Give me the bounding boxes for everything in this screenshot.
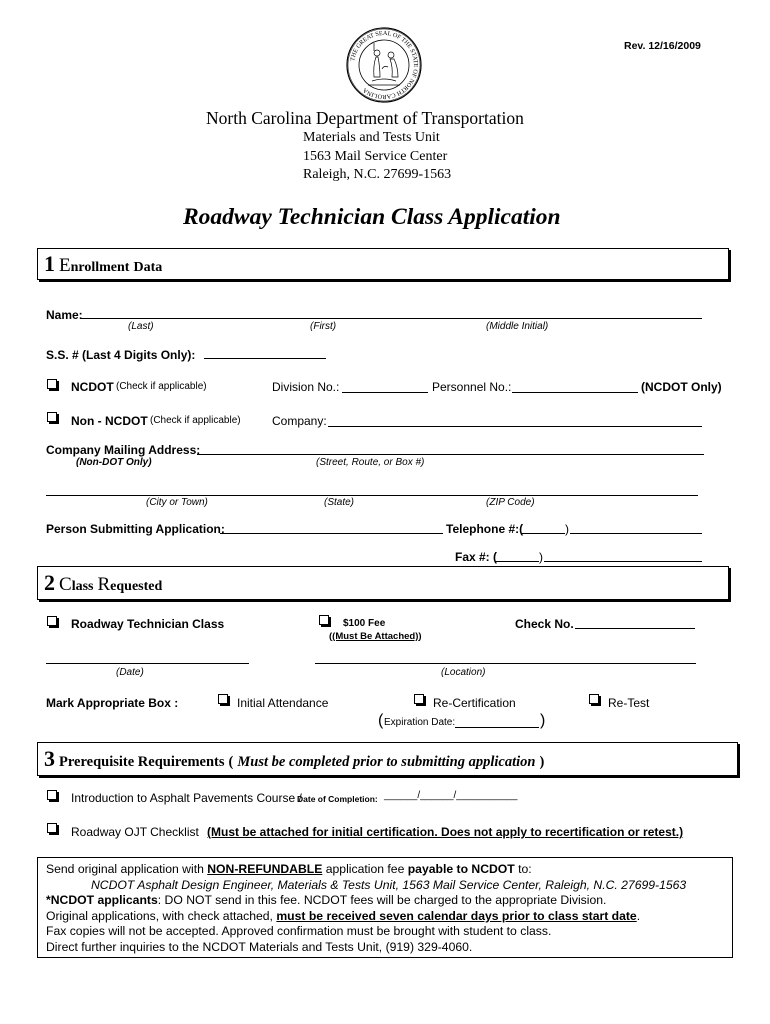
notice-line-4: Original applications, with check attached, must be received seven calendar days prior to class start date. [46,908,641,923]
fee-note: ((Must Be Attached)) [329,631,422,642]
mark-box-label: Mark Appropriate Box : [46,696,179,710]
fax-input[interactable] [544,561,702,562]
fee-label: $100 Fee [343,618,386,629]
section-3-title: 3 Prerequisite Requirements ( Must be completed prior to submitting application ) [44,746,545,771]
expiration-input[interactable] [455,727,539,728]
svg-text:THE GREAT SEAL OF THE STATE OF [349,30,419,100]
telephone-input[interactable] [570,533,702,534]
street-hint: (Street, Route, or Box #) [316,457,425,468]
section-1-title: 1 Enrollment Data [44,251,163,276]
state-hint: (State) [324,497,355,508]
ncdot-hint: (Check if applicable) [116,381,207,392]
mailing-label: Company Mailing Address: [46,443,201,457]
initial-attendance-label: Initial Attendance [237,696,329,710]
ss-input[interactable] [204,358,326,359]
roadway-class-checkbox[interactable] [47,616,57,626]
ncdot-only-note: (NCDOT Only) [641,380,722,394]
ncdot-checkbox[interactable] [47,379,57,389]
telephone-label: Telephone #:( [446,522,524,536]
expiration-paren-close: ) [540,712,546,729]
non-ncdot-checkbox[interactable] [47,412,57,422]
city-state-zip-input[interactable] [46,495,698,496]
instructions-box [37,857,733,958]
fax-area-input[interactable] [495,561,539,562]
expiration-paren-open: ( [378,712,384,729]
form-title: Roadway Technician Class Application [183,204,561,230]
expiration-label: Expiration Date: [384,717,456,728]
section-2-title: 2 Class Requested [44,570,163,595]
asphalt-course-checkbox[interactable] [47,790,57,800]
notice-line-1: Send original application with NON-REFUNDABLE application fee payable to NCDOT to: [46,862,532,876]
recertification-checkbox[interactable] [414,694,424,704]
fax-label: Fax #: ( [455,550,498,564]
ncdot-label: NCDOT [71,380,114,394]
roadway-class-label: Roadway Technician Class [71,617,225,631]
recertification-label: Re-Certification [433,696,516,710]
unit-name: Materials and Tests Unit [303,130,440,145]
telephone-paren: ) [565,522,569,536]
first-hint: (First) [310,321,337,332]
name-label: Name: [46,308,83,322]
company-input[interactable] [328,426,702,427]
address-line-2: Raleigh, N.C. 27699-1563 [303,167,452,182]
date-input[interactable] [46,663,249,664]
address-line-1: 1563 Mail Service Center [303,149,448,164]
last-hint: (Last) [128,321,154,332]
notice-line-5: Fax copies will not be accepted. Approved confirmation must be brought with student to class. [46,924,552,939]
state-seal-icon [346,27,422,103]
retest-label: Re-Test [608,696,650,710]
location-hint: (Location) [441,667,486,678]
date-hint: (Date) [116,667,144,678]
non-ncdot-hint: (Check if applicable) [150,415,241,426]
location-input[interactable] [315,663,696,664]
non-ncdot-label: Non - NCDOT [71,414,148,428]
seal-text: THE GREAT SEAL OF THE STATE OF NORTH CAROLINA [349,29,420,101]
division-label: Division No.: [272,380,340,394]
department-name: North Carolina Department of Transportation [206,108,524,128]
notice-line-6: Direct further inquiries to the NCDOT Materials and Tests Unit, (919) 329-4060. [46,939,473,954]
check-no-input[interactable] [575,628,695,629]
street-input[interactable] [197,454,704,455]
personnel-label: Personnel No.: [432,380,512,394]
company-label: Company: [272,414,327,428]
fee-checkbox[interactable] [319,615,329,625]
zip-hint: (ZIP Code) [486,497,535,508]
submitter-input[interactable] [220,533,443,534]
ojt-checklist-checkbox[interactable] [47,823,57,833]
submitter-label: Person Submitting Application: [46,522,225,536]
completion-date-input[interactable]: ______/______/___________ [384,790,518,801]
non-dot-hint: (Non-DOT Only) [76,457,152,468]
ojt-note: (Must be attached for initial certification. Does not apply to recertification or retest.) [207,825,684,839]
middle-initial-hint: (Middle Initial) [486,321,549,332]
revision-date: Rev. 12/16/2009 [624,40,701,52]
city-hint: (City or Town) [146,497,208,508]
name-input[interactable] [80,318,702,319]
personnel-input[interactable] [512,392,638,393]
completion-label: Date of Completion: [297,794,378,804]
notice-address: NCDOT Asphalt Design Engineer, Materials & Tests Unit, 1563 Mail Service Center, Raleigh, N.C. 27699-1563 [91,877,687,892]
retest-checkbox[interactable] [589,694,599,704]
ss-label: S.S. # (Last 4 Digits Only): [46,348,196,362]
notice-line-3: *NCDOT applicants: DO NOT send in this fee. NCDOT fees will be charged to the appropriate Division. [46,893,607,908]
fax-paren: ) [539,550,543,564]
initial-attendance-checkbox[interactable] [218,694,228,704]
telephone-area-input[interactable] [521,533,565,534]
check-no-label: Check No. [515,617,574,631]
asphalt-course-label: Introduction to Asphalt Pavements Course / [71,791,302,805]
ojt-checklist-label: Roadway OJT Checklist [71,825,199,839]
division-input[interactable] [342,392,428,393]
